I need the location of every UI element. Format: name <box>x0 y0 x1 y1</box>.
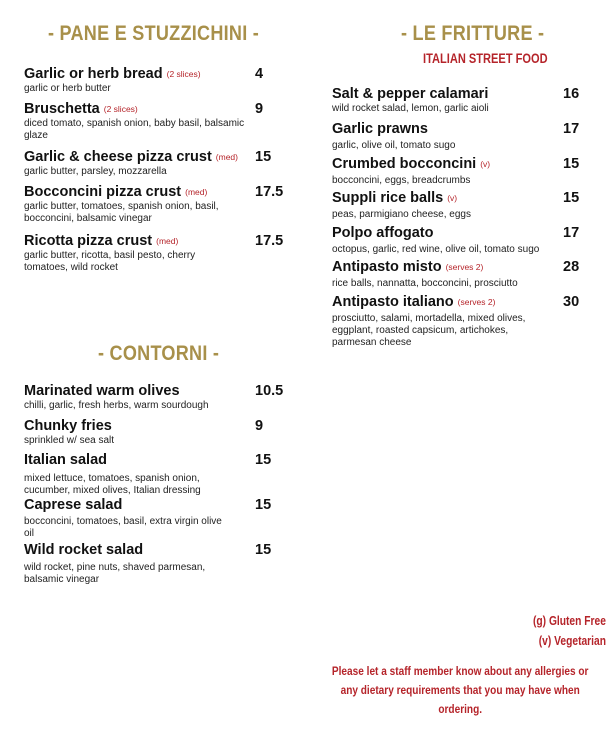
item-description: prosciutto, salami, mortadella, mixed olives, eggplant, roasted capsicum, artichokes, parmesan cheese <box>332 313 526 348</box>
item-name: Wild rocket salad <box>24 542 144 558</box>
legend-gluten-free: (g) Gluten Free <box>533 614 606 628</box>
pane-section-title: - PANE E STUZZICHINI - <box>48 22 260 45</box>
fritture-section-title: - LE FRITTURE - <box>401 22 545 45</box>
item-name: Polpo affogato <box>332 225 434 241</box>
menu-item <box>24 418 294 447</box>
item-note: (2 slices) <box>103 104 138 114</box>
menu-item <box>24 383 294 412</box>
menu-item <box>24 184 294 225</box>
item-price: 15 <box>255 452 272 468</box>
item-description: garlic butter, tomatoes, spanish onion, basil, bocconcini, balsamic vinegar <box>24 201 219 224</box>
menu-item <box>332 121 582 152</box>
menu-item <box>24 233 294 274</box>
item-name: Antipasto misto <box>332 259 442 275</box>
item-note: (med) <box>156 236 179 246</box>
item-note: (serves 2) <box>457 297 496 307</box>
item-note: (med) <box>185 187 208 197</box>
item-price: 28 <box>563 259 580 275</box>
item-price: 9 <box>255 101 264 117</box>
allergy-notice: Please let a staff member know about any allergies or any dietary requirements that you may have when ordering. <box>331 664 589 716</box>
item-note: (2 slices) <box>166 69 201 79</box>
item-description: bocconcini, eggs, breadcrumbs <box>332 175 471 186</box>
item-name: Garlic prawns <box>332 121 428 137</box>
item-name: Italian salad <box>24 452 108 468</box>
item-description: garlic, olive oil, tomato sugo <box>332 140 456 151</box>
item-description: chilli, garlic, fresh herbs, warm sourdough <box>24 400 209 411</box>
item-price: 15 <box>563 190 580 206</box>
contorni-section-title: - CONTORNI - <box>98 342 220 365</box>
item-price: 17.5 <box>255 184 284 200</box>
item-name: Garlic & cheese pizza crust <box>24 149 212 165</box>
item-description: rice balls, nannatta, bocconcini, prosciutto <box>332 278 518 289</box>
item-description: garlic butter, parsley, mozzarella <box>24 166 167 177</box>
item-price: 15 <box>563 156 580 172</box>
item-name: Chunky fries <box>24 418 112 434</box>
item-note: (serves 2) <box>445 262 484 272</box>
item-name: Garlic or herb bread <box>24 66 163 82</box>
item-description: octopus, garlic, red wine, olive oil, tomato sugo <box>332 244 540 255</box>
item-name: Antipasto italiano <box>332 294 454 310</box>
menu-item <box>332 86 582 115</box>
item-description: garlic butter, ricotta, basil pesto, cherry tomatoes, wild rocket <box>24 250 196 273</box>
item-price: 9 <box>255 418 264 434</box>
item-name: Suppli rice balls <box>332 190 444 206</box>
menu-item <box>24 542 294 586</box>
item-description: bocconcini, tomatoes, basil, extra virgin olive oil <box>24 516 222 539</box>
fritture-subtitle: ITALIAN STREET FOOD <box>423 51 548 66</box>
item-description: mixed lettuce, tomatoes, spanish onion, cucumber, mixed olives, Italian dressing <box>24 473 201 496</box>
item-name: Ricotta pizza crust <box>24 233 153 249</box>
item-name: Bruschetta <box>24 101 100 117</box>
item-price: 30 <box>563 294 580 310</box>
item-price: 16 <box>563 86 580 102</box>
item-note: (v) <box>447 193 458 203</box>
item-name: Salt & pepper calamari <box>332 86 489 102</box>
item-price: 15 <box>255 497 272 513</box>
item-description: diced tomato, spanish onion, baby basil, balsamic glaze <box>24 118 245 141</box>
item-name: Bocconcini pizza crust <box>24 184 182 200</box>
menu-item <box>24 497 294 540</box>
menu-item <box>332 259 582 290</box>
item-note: (v) <box>480 159 491 169</box>
item-price: 17.5 <box>255 233 284 249</box>
item-price: 17 <box>563 121 580 137</box>
item-price: 10.5 <box>255 383 284 399</box>
menu-item <box>24 66 294 95</box>
item-name: Crumbed bocconcini <box>332 156 477 172</box>
item-description: wild rocket salad, lemon, garlic aioli <box>332 103 489 114</box>
item-description: wild rocket, pine nuts, shaved parmesan, balsamic vinegar <box>24 562 206 585</box>
item-description: sprinkled w/ sea salt <box>24 435 115 446</box>
item-price: 15 <box>255 542 272 558</box>
item-price: 4 <box>255 66 264 82</box>
menu-item <box>332 225 582 256</box>
item-note: (med) <box>215 152 238 162</box>
item-price: 17 <box>563 225 580 241</box>
item-description: peas, parmigiano cheese, eggs <box>332 209 471 220</box>
item-description: garlic or herb butter <box>24 83 111 94</box>
menu-item <box>332 156 582 187</box>
item-name: Caprese salad <box>24 497 123 513</box>
menu-item <box>24 149 294 178</box>
legend-vegetarian: (v) Vegetarian <box>538 634 606 648</box>
menu-item <box>332 190 582 221</box>
item-name: Marinated warm olives <box>24 383 180 399</box>
menu-item <box>24 452 294 497</box>
menu-item <box>24 101 294 142</box>
item-price: 15 <box>255 149 272 165</box>
menu-item <box>332 294 582 349</box>
